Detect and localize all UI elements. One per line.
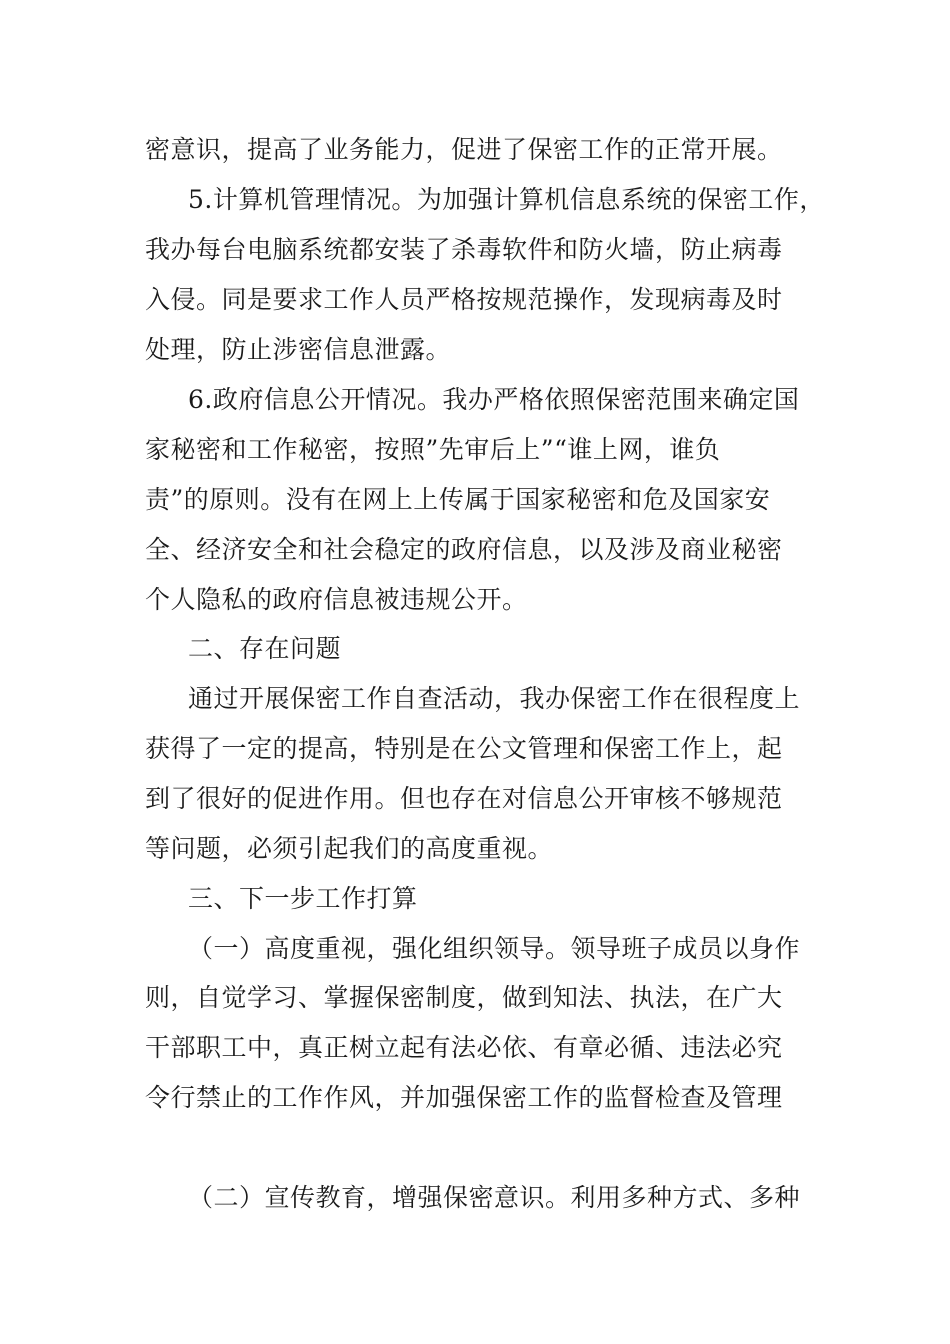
paragraph-line: （二）宣传教育，增强保密意识。利用多种方式、多种 [188,1183,801,1212]
paragraph-line: 6.政府信息公开情况。我办严格依照保密范围来确定国 [188,385,800,414]
paragraph-line: （一）高度重视，强化组织领导。领导班子成员以身作 [188,934,801,963]
paragraph-line: 通过开展保密工作自查活动，我办保密工作在很程度上 [188,684,801,713]
paragraph-line: 家秘密和工作秘密，按照”先审后上”“谁上网，谁负 [145,435,721,464]
section-heading: 二、存在问题 [188,634,342,663]
paragraph-line: 等问题，必须引起我们的高度重视。 [145,834,554,863]
paragraph-line: 5.计算机管理情况。为加强计算机信息系统的保密工作， [188,185,825,214]
paragraph-line: 责”的原则。没有在网上上传属于国家秘密和危及国家安 [145,485,771,514]
paragraph-line: 干部职工中，真正树立起有法必依、有章必循、违法必究 [145,1033,783,1062]
paragraph-line: 处理，防止涉密信息泄露。 [145,335,452,364]
paragraph-line: 我办每台电脑系统都安装了杀毒软件和防火墙，防止病毒 [145,235,783,264]
paragraph-line: 入侵。同是要求工作人员严格按规范操作，发现病毒及时 [145,285,783,314]
paragraph-line: 个人隐私的政府信息被违规公开。 [145,585,528,614]
paragraph-line: 获得了一定的提高，特别是在公文管理和保密工作上，起 [145,734,783,763]
paragraph-line: 全、经济安全和社会稳定的政府信息，以及涉及商业秘密 [145,535,783,564]
paragraph-line: 则，自觉学习、掌握保密制度，做到知法、执法，在广大 [145,983,783,1012]
section-heading: 三、下一步工作打算 [188,884,418,913]
paragraph-line: 令行禁止的工作作风，并加强保密工作的监督检查及管理 [145,1083,783,1112]
paragraph-line: 到了很好的促进作用。但也存在对信息公开审核不够规范 [145,784,783,813]
paragraph-line: 密意识，提高了业务能力，促进了保密工作的正常开展。 [145,135,783,164]
